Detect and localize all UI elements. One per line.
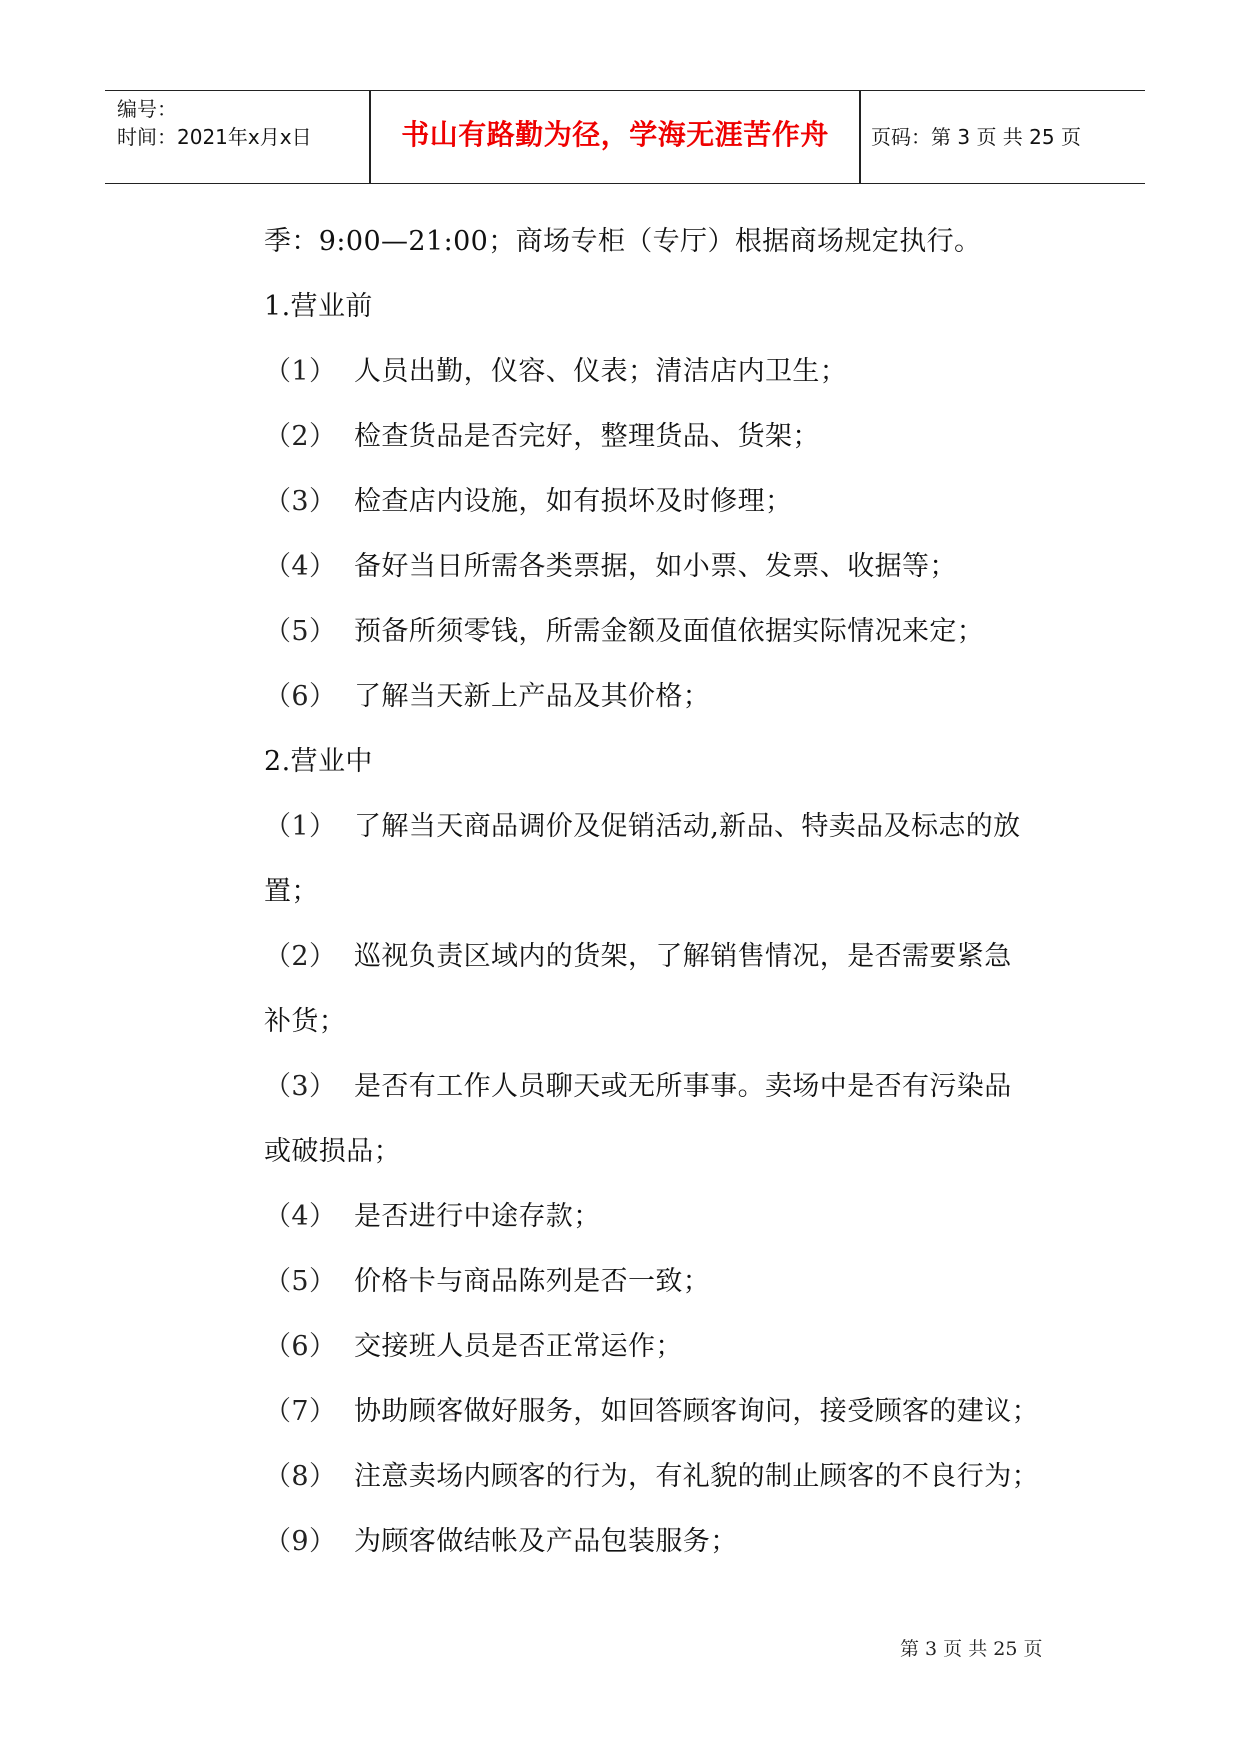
- page-header: [105, 90, 1145, 184]
- header-divider: [859, 91, 861, 183]
- list-item: [264, 807, 1064, 872]
- section-title-during-business: 2.营业中: [264, 746, 373, 777]
- list-item: [264, 547, 1064, 612]
- item-text: 预备所须零钱，所需金额及面值依据实际情况来定；: [354, 616, 985, 647]
- item-number: （1）: [264, 811, 337, 842]
- section-title-before-business: 1.营业前: [264, 291, 373, 322]
- page-footer: 第 3 页 共 25 页: [900, 1638, 1043, 1660]
- item-number: （4）: [264, 551, 337, 582]
- item-number: （5）: [264, 1266, 337, 1297]
- list-item: [264, 1067, 1064, 1132]
- item-number: （8）: [264, 1461, 337, 1492]
- item-text: 备好当日所需各类票据，如小票、发票、收据等；: [354, 551, 957, 582]
- item-text: 价格卡与商品陈列是否一致；: [354, 1266, 711, 1297]
- item-number: （9）: [264, 1526, 337, 1557]
- item-text: 了解当天新上产品及其价格；: [354, 681, 711, 712]
- item-number: （7）: [264, 1396, 337, 1427]
- item-continuation: 补货；: [264, 1006, 347, 1037]
- item-number: （5）: [264, 616, 337, 647]
- intro-paragraph: 季：9:00—21:00；商场专柜（专厅）根据商场规定执行。: [264, 226, 982, 257]
- item-continuation: 或破损品；: [264, 1136, 401, 1167]
- list-item: [264, 937, 1064, 1002]
- item-number: （3）: [264, 486, 337, 517]
- item-text: 人员出勤，仪容、仪表；清洁店内卫生；: [354, 356, 848, 387]
- list-item: [264, 1392, 1064, 1457]
- list-item: [264, 1262, 1064, 1327]
- list-item: [264, 1522, 1064, 1587]
- item-number: （1）: [264, 356, 337, 387]
- item-text: 协助顾客做好服务，如回答顾客询问，接受顾客的建议；: [354, 1396, 1039, 1427]
- item-number: （2）: [264, 941, 337, 972]
- item-text: 是否进行中途存款；: [354, 1201, 601, 1232]
- list-item: [264, 677, 1064, 742]
- item-text: 了解当天商品调价及促销活动,新品、特卖品及标志的放: [354, 811, 1021, 842]
- list-item: [264, 1457, 1064, 1522]
- list-item: [264, 1197, 1064, 1262]
- date-label: 时间：2021年x月x日: [117, 125, 312, 149]
- header-motto: 书山有路勤为径，学海无涯苦作舟: [401, 118, 829, 151]
- item-number: （4）: [264, 1201, 337, 1232]
- list-item: [264, 612, 1064, 677]
- list-item: [264, 352, 1064, 417]
- item-text: 是否有工作人员聊天或无所事事。卖场中是否有污染品: [354, 1071, 1012, 1102]
- item-text: 交接班人员是否正常运作；: [354, 1331, 683, 1362]
- item-number: （6）: [264, 1331, 337, 1362]
- header-page-number: 页码：第 3 页 共 25 页: [871, 125, 1081, 149]
- list-item: [264, 1327, 1064, 1392]
- item-text: 巡视负责区域内的货架，了解销售情况，是否需要紧急: [354, 941, 1012, 972]
- item-number: （2）: [264, 421, 337, 452]
- serial-number-label: 编号：: [117, 97, 177, 121]
- item-text: 检查店内设施，如有损坏及时修理；: [354, 486, 793, 517]
- list-item: [264, 417, 1064, 482]
- item-number: （6）: [264, 681, 337, 712]
- item-number: （3）: [264, 1071, 337, 1102]
- header-meta: [117, 95, 312, 151]
- list-item: [264, 482, 1064, 547]
- item-continuation: 置；: [264, 876, 319, 907]
- document-body: [264, 222, 1064, 1587]
- item-text: 注意卖场内顾客的行为，有礼貌的制止顾客的不良行为；: [354, 1461, 1039, 1492]
- item-text: 为顾客做结帐及产品包装服务；: [354, 1526, 738, 1557]
- item-text: 检查货品是否完好，整理货品、货架；: [354, 421, 820, 452]
